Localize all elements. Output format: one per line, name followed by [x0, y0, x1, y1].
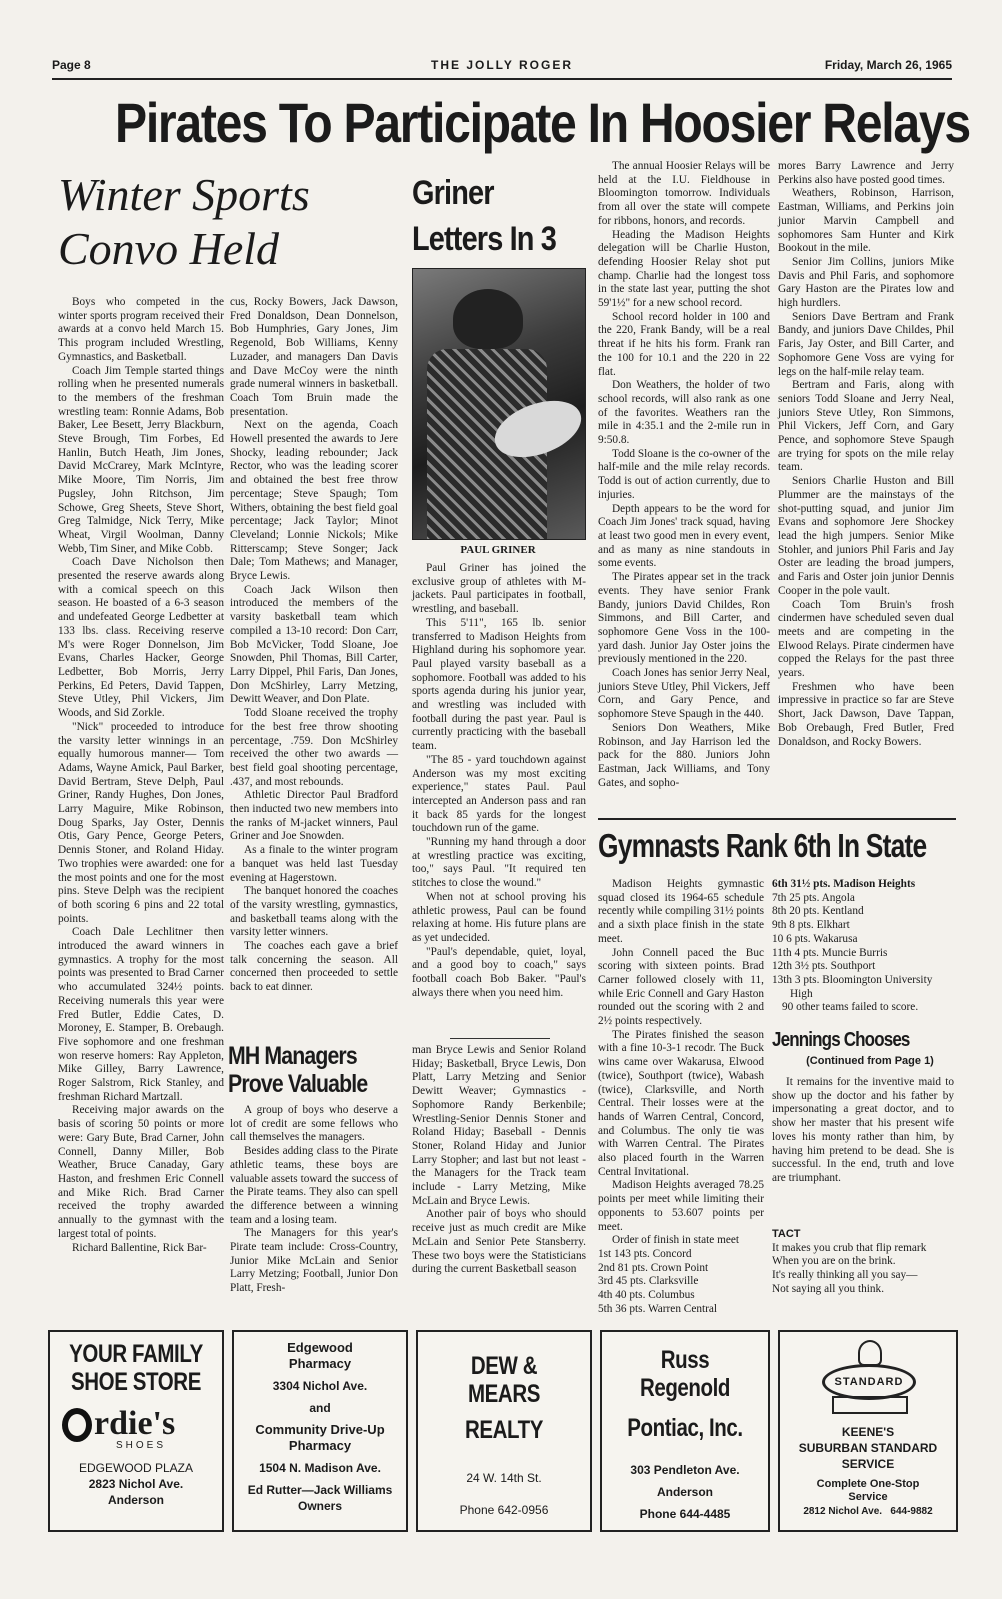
relays-para: Seniors Dave Bertram and Frank Bandy, and juniors Dave Childes, Phil Faris, Jay Oster, and Bill Carter, and Sophomore Gene Voss are vying for legs on the half-mile relay team.	[778, 310, 954, 378]
jennings-continued: (Continued from Page 1)	[806, 1055, 934, 1067]
finish-row: 9th 8 pts. Elkhart	[772, 919, 850, 932]
ad-line: SUBURBAN STANDARD SERVICE	[798, 1441, 938, 1471]
ad-line: Ed Rutter—Jack Williams Owners	[247, 1483, 393, 1513]
winter-para: Richard Ballentine, Rick Bar-	[72, 1241, 207, 1254]
torch-icon	[858, 1340, 882, 1366]
tact-poem	[772, 1228, 952, 1297]
relays-para: The annual Hoosier Relays will be held at the I.U. Fieldhouse in Bloomington tomorrow. Individuals from all over the state will compete for ribbons, honors, and records.	[598, 160, 770, 227]
ad-line: Phone 642-0956	[459, 1503, 549, 1517]
ad-line: Anderson	[107, 1493, 164, 1507]
ad-line: 2823 Nichol Ave.	[88, 1477, 184, 1491]
griner-photo	[412, 268, 586, 540]
winter-para: "Nick" proceeded to introduce the varsity letter winnings in an equally humorous manner— Tom Adams, Wayne Amick, Paul Barker, David Bertram, Steve Delph, Paul Griner, Randy Hughes, Don Jones, Larry Maguire, Mike Robinson, Doug Sparks, Jay Oster, Dennis Otis, Gary Pence, George Peters, Dennis Stoner, and Roland Hiday. Two trophies were awarded: one for the most points and one for the most pins. Steve Delph was the recipient of both scoring 6 pins and 22 total points.	[58, 720, 224, 925]
ad-realty	[416, 1330, 592, 1532]
griner-caption: PAUL GRINER	[460, 544, 536, 556]
relays-para: Seniors Don Weathers, Mike Robinson, and Jay Harrison led the pack for the 880. Juniors John Eastman, Jack Williams, and Tony Gates, and sopho-	[598, 721, 770, 789]
winter-para: The coaches each gave a brief talk concerning the season. All concerned then proceeded to settle back to eat dinner.	[230, 940, 398, 994]
tact-line: It makes you crub that flip remark	[772, 1241, 927, 1254]
ad-line: 24 W. 14th St.	[466, 1471, 542, 1485]
standard-logo	[818, 1340, 918, 1420]
ad-line: SHOE STORE	[71, 1368, 201, 1396]
mh-body	[230, 1104, 398, 1296]
relays-para: Todd Sloane is the co-owner of the half-mile and the mile relay records. Todd is out of action currently, due to injuries.	[598, 447, 770, 501]
mh-para: Besides adding class to the Pirate athletic teams, these boys are valuable assets toward the success of the Pirate teams. They also can spell the difference between a winning team and a losing team.	[230, 1145, 398, 1226]
tact-line: When you are on the brink.	[772, 1255, 896, 1268]
ad-pontiac	[600, 1330, 770, 1532]
finish-row: 7th 25 pts. Angola	[772, 891, 855, 904]
tact-line: It's really thinking all you say—	[772, 1269, 918, 1282]
winter-para: cus, Rocky Bowers, Jack Dawson, Fred Donaldson, Dean Donnelson, Bob Humphries, Gary Jones, Jim Regenold, Bob Williams, Kenny Luzader, and managers Dan Davis and Dave McCoy were the ninth grade numeral winners in basketball. Coach Tom Bruin made the presentation.	[230, 296, 398, 418]
ad-line: REALTY	[464, 1416, 544, 1444]
relays-col2	[778, 160, 954, 749]
winter-col2	[230, 296, 398, 995]
finish-row: 8th 20 pts. Kentland	[772, 905, 864, 918]
winter-para: Coach Dale Lechlitner then introduced the award winners in gymnastics. A trophy for the most points was presented to Brad Carner who accumulated 324½ points. Receiving numerals this year were Fred Butler, Eddie Cates, D. Moroney, E. Stamper, B. Orebaugh. Five sophomore and one freshman won reserve homers: Ray Appleton, Mike Gilley, Barry Lawrence, Roger Salstrom, Rick Stanley, and freshman Richard Martzall.	[58, 926, 224, 1103]
gym-body	[598, 878, 764, 1317]
logo-o-icon	[62, 1408, 92, 1442]
tact-line: Not saying all you think.	[772, 1282, 885, 1295]
finish-row: 90 other teams failed to score.	[782, 1001, 919, 1014]
section-rule	[598, 818, 956, 820]
finish-row: 3rd 45 pts. Clarksville	[598, 1275, 699, 1288]
winter-para: Coach Jack Wilson then introduced the members of the varsity basketball team which compiled a 13-10 record: Don Carr, Bob McVicker, Todd Sloane, Joe Snowden, Phil Thomas, Bill Carter, Larry Dippel, Phil Faris, Dan Jones, Don McShirley, Larry Metzing, Dewitt Weaver, and Don Plate.	[230, 583, 398, 706]
relays-para: The Pirates appear set in the track events. They have senior Frank Bandy, juniors David Childes, Ron Simmons, and Bill Carter, and sophomore Gene Voss in the 100-yard dash. Junior Jay Oster joins the previously mentioned in the 220.	[598, 571, 770, 666]
winter-para: The banquet honored the coaches of the varsity wrestling, gymnastics, and basketball teams along with the varsity letter winners.	[230, 885, 398, 939]
jennings-body	[772, 1076, 954, 1186]
winter-para: Athletic Director Paul Bradford then inducted two new members into the ranks of M-jacket winners, Paul Griner and Joe Snowden.	[230, 789, 398, 843]
relays-para: Freshmen who have been impressive in practice so far are Steve Short, Jack Dawson, Dave Tappan, Bob Orebaugh, Fred Butler, Fred Donaldson, and Rocky Bowers.	[778, 680, 954, 748]
gym-para: Madison Heights averaged 78.25 points per meet while limiting their opponents to 53.607 points per meet.	[598, 1179, 764, 1233]
gym-para: Order of finish in state meet	[612, 1234, 740, 1247]
mh-para: A group of boys who deserve a lot of credit are some fellows who call themselves the managers.	[230, 1104, 398, 1144]
relays-para: Heading the Madison Heights delegation will be Charlie Huston, defending Hoosier Relay shot put champ. Charlie had the longest toss in the state last year, putting the shot 59'1½" for a new school record.	[598, 228, 770, 310]
winter-para: Coach Jim Temple started things rolling when he presented numerals to the members of the freshman wrestling team: Ronnie Adams, Bob Baker, Lee Besett, Jerry Blackburn, Steve Brough, Tim Forbes, Ed Hanlin, Butch Heath, Jim Jones, David McCrarey, Mark McIntyre, Mike Moore, Tim Norris, Jim Pugsley, John Ritchson, Jim Schowe, Greg Sheets, Steve Short, Greg Talmidge, Nick Terry, Mike Wheat, Virgil Woolman, Danny Webb, Tim Siner, and Mike Cobb.	[58, 364, 224, 555]
ad-line: 3304 Nichol Ave.	[272, 1379, 368, 1393]
griner-para: This 5'11", 165 lb. senior transferred to Madison Heights from Highland during his sophomore year. Paul played varsity baseball as a sophomore. Football was added to his sports agenda during his junior year, and wrestling was included with football during the past year. Paul is currently practicing with the baseball team.	[412, 616, 586, 753]
page-header	[52, 58, 952, 74]
banner-headline: Pirates To Participate In Hoosier Relays	[115, 91, 970, 154]
griner-headline: Griner Letters In 3	[412, 174, 556, 258]
jennings-para: It remains for the inventive maid to show up the doctor and his father by impersonating a great doctor, and to show her master that his present wife loves his monty rather than him, by having him pretend to be dead. She is successful. In the end, truth and love are triumphant.	[772, 1076, 954, 1184]
finish-row: 11th 4 pts. Muncie Burris	[772, 946, 888, 959]
logo-sub: SHOES	[116, 1440, 167, 1451]
relays-col1	[598, 160, 770, 790]
issue-date: Friday, March 26, 1965	[824, 58, 952, 72]
ad-pharmacy	[232, 1330, 408, 1532]
winter-para: Boys who competed in the winter sports program received their awards at a convo held March 15. This program included Wrestling, Gymnastics, and Basketball.	[58, 296, 224, 363]
mh-continued	[412, 1044, 586, 1277]
ad-line: DEW & MEARS	[467, 1352, 540, 1408]
winter-headline: Winter Sports Convo Held	[58, 169, 310, 274]
finish-row: 1st 143 pts. Concord	[598, 1247, 692, 1260]
finish-row: 4th 40 pts. Columbus	[598, 1289, 695, 1302]
ad-address: 2812 Nichol Ave.	[803, 1506, 883, 1517]
winter-para: Coach Dave Nicholson then presented the reserve awards along with a comical speech on this season. He boasted of a 6-3 season and undefeated George Ledbetter at 133 lbs. class. Receiving reserve M's were Roger Donnelson, Jim Evans, Charles Hacker, George Ledbetter, Bob Morris, Jerry Perkins, Ed Peters, David Tappen, Steve Utley, Phil Vickers, Jim Woods, and Sid Zorkle.	[58, 556, 224, 720]
ad-line: Pontiac, Inc.	[627, 1414, 743, 1442]
mh-cont-para: man Bryce Lewis and Senior Roland Hiday; Basketball, Bryce Lewis, Don Platt, Larry Metzing and Senior Dewitt Weaver; Gymnastics - Sophomore Randy Berkenbile; Wrestling-Senior Dennis Stoner and Roland Hiday; Baseball - Dennis Stoner, Roland Hiday and Junior Larry Stopher; and last but not least - the Managers for the Track team include - Larry Metzing, Mike McLain and Bryce Lewis.	[412, 1044, 586, 1207]
finish-row: 2nd 81 pts. Crown Point	[598, 1261, 709, 1274]
griner-para: "The 85 - yard touchdown against Anderson was my most exciting experience," states Paul. Paul intercepted an Anderson pass and ran it back 85 yards for the longest touchdown run of the game.	[412, 753, 586, 835]
ad-line: Community Drive-Up Pharmacy	[255, 1422, 385, 1453]
ad-standard	[778, 1330, 958, 1532]
relays-para: Don Weathers, the holder of two school records, will also rank as one of the favorites. Weathers ran the mile in 4:35.1 and the 2-mile run in 9:50.8.	[598, 379, 770, 447]
finish-list-bottom	[772, 878, 952, 1015]
finish-row: 12th 3½ pts. Southport	[772, 960, 876, 973]
griner-para: "Paul's dependable, quiet, loyal, and a good boy to coach," says football coach Bob Baker. "Paul's always there when you need him.	[412, 945, 586, 999]
relays-para: Bertram and Faris, along with seniors Todd Sloane and Jerry Neal, juniors Steve Utley, Ron Simmons, Phil Vickers, Jeff Corn, and Gary Pence, and sophomore Steve Spaugh are trying for spots on the mile relay team.	[778, 379, 954, 474]
relays-para: mores Barry Lawrence and Jerry Perkins also have posted good times.	[778, 160, 954, 186]
ad-line: 1504 N. Madison Ave.	[259, 1461, 381, 1475]
winter-para: As a finale to the winter program a banquet was held last Tuesday evening at Hagerstown.	[230, 844, 398, 884]
relays-para: Seniors Charlie Huston and Bill Plummer are the mainstays of the shot-putting squad, and junior Jim Evans and sophomore Jere Shockey lead the high jumpers. Senior Mike Stohler, and juniors Phil Faris and Jay Oster are leading the broad jumpers, and Faris and Oster join junior Dennis Cooper in the pole vault.	[778, 475, 954, 597]
griner-body	[412, 562, 586, 1001]
gym-para: Madison Heights gymnastic squad closed its 1964-65 schedule recently while compiling 31½ points and a sixth place finish in the state meet.	[598, 878, 764, 945]
griner-para: "Running my hand through a door at wrestling practice was exciting, too," says Paul. "It required ten stitches to close the wound."	[412, 836, 586, 890]
tact-title: TACT	[772, 1228, 801, 1240]
winter-para: Receiving major awards on the basis of scoring 50 points or more were: Gary Bute, Brad Carner, John Connell, Danny Miller, Bob Weather, Bruce Canaday, Gary Haston, and freshmen Eric Connell and Mike Rich. Brad Carner received the trophy awarded annually to the gymnast with the largest total of points.	[58, 1104, 224, 1240]
gym-headline: Gymnasts Rank 6th In State	[598, 827, 927, 864]
page-number: Page 8	[52, 58, 91, 72]
ad-line: Anderson	[656, 1485, 713, 1499]
winter-para: Todd Sloane received the trophy for the best free throw shooting percentage, .759. Don McShirley received the other two awards — best field goal shooting percentage, .437, and most rebounds.	[230, 707, 398, 788]
ad-line: KEENE'S	[841, 1425, 895, 1439]
logo-wordmark: rdie's	[94, 1405, 176, 1442]
jennings-headline: Jennings Chooses	[772, 1029, 910, 1051]
gym-para: The Pirates finished the season with a fine 10-3-1 recodr. The Buck wins came over Wakarusa, Elwood (twice), Southport (twice), Wabash (twice), Clarksville, and North Central. Their losses were at the hands of Warren Central, Concord, and Columbus. The only tie was with Warren Central. The Pirates also placed fourth in the Warren Central Invitational.	[598, 1028, 764, 1178]
relays-para: School record holder in 100 and the 220, Frank Bandy, will be a real threat if he hits his form. Frank ran the 100 for 10.1 and the 220 in 22 flat.	[598, 310, 770, 378]
ad-line	[780, 1506, 956, 1517]
standard-oval: STANDARD	[822, 1364, 916, 1400]
finish-row: 6th 31½ pts. Madison Heights	[772, 878, 916, 890]
ad-line: Phone 644-4485	[639, 1507, 731, 1521]
finish-row: 5th 36 pts. Warren Central	[598, 1302, 718, 1315]
finish-list-top	[598, 1248, 764, 1317]
masthead: THE JOLLY ROGER	[430, 58, 574, 72]
finish-row: 13th 3 pts. Bloomington University High	[772, 973, 933, 1000]
griner-para: Paul Griner has joined the exclusive group of athletes with M-jackets. Paul participates in football, wrestling, and baseball.	[412, 562, 586, 616]
mh-headline: MH Managers Prove Valuable	[228, 1042, 368, 1098]
logo-bars	[832, 1396, 908, 1414]
relays-para: Coach Tom Bruin's frosh cindermen have scheduled seven dual meets and are competing in the Elwood Relays. Pirate cindermen have copped the Relays for the past three years.	[778, 598, 954, 680]
ad-line: Complete One-Stop Service	[816, 1478, 920, 1503]
relays-para: Coach Jones has senior Jerry Neal, juniors Steve Utley, Phil Vickers, Jeff Corn, and Gary Pence, and sophomore Steve Spaugh in the 440.	[598, 667, 770, 721]
relays-para: Weathers, Robinson, Harrison, Eastman, Williams, and Perkins join junior Marvin Campbell and sophomores Sam Hunter and Kirk Bookout in the mile.	[778, 187, 954, 255]
ordies-logo	[56, 1405, 216, 1451]
finish-row: 10 6 pts. Wakarusa	[772, 932, 858, 945]
ad-line: and	[309, 1401, 331, 1415]
relays-para: Depth appears to be the word for Coach Jim Jones' track squad, having at least two good men in every event, and as many as nine standouts in some events.	[598, 502, 770, 570]
griner-para: When not at school proving his athletic prowess, Paul can be found relaxing at home. His future plans are as yet undecided.	[412, 890, 586, 944]
divider	[450, 1038, 550, 1039]
ad-line: 303 Pendleton Ave.	[630, 1463, 740, 1477]
header-rule	[52, 78, 952, 80]
winter-para: Next on the agenda, Coach Howell presented the awards to Jere Shocky, leading rebounder; Jack Rector, who was the leading scorer and obtained the best free throw percentage; Steve Spaugh; Tom Withers, obtaining the best field goal percentage; Jack Taylor; Minot Cleveland; Lonnie Nickols; Mike Ritterscamp; Steve Songer; Jack Dale; Tom Mathews; and Manager, Bryce Lewis.	[230, 419, 398, 583]
ad-line: YOUR FAMILY	[69, 1340, 203, 1368]
ad-line: EDGEWOOD PLAZA	[78, 1461, 194, 1475]
ad-line: Edgewood Pharmacy	[287, 1340, 353, 1371]
ad-line: Russ Regenold	[639, 1346, 731, 1402]
mh-cont-para: Another pair of boys who should receive just as much credit are Mike McLain and Senior Pete Stansberry. These two boys were the Statisticians during the current Basketball season	[412, 1208, 586, 1276]
winter-col1	[58, 296, 224, 1255]
gym-para: John Connell paced the Buc scoring with sixteen points. Brad Carner followed closely with 11, while Eric Connell and Gary Haston rounded out the scoring with 2 and 2½ points respectively.	[598, 946, 764, 1028]
mh-para: The Managers for this year's Pirate team include: Cross-Country, Junior Mike McLain and Senior Larry Metzing; Football, Junior Don Platt, Fresh-	[230, 1227, 398, 1295]
photo-head	[453, 289, 523, 349]
relays-para: Senior Jim Collins, juniors Mike Davis and Phil Faris, and sophomore Gary Haston are the Pirates low and high hurdlers.	[778, 255, 954, 310]
ad-phone: 644-9882	[890, 1506, 933, 1517]
ad-shoe-store	[48, 1330, 224, 1532]
